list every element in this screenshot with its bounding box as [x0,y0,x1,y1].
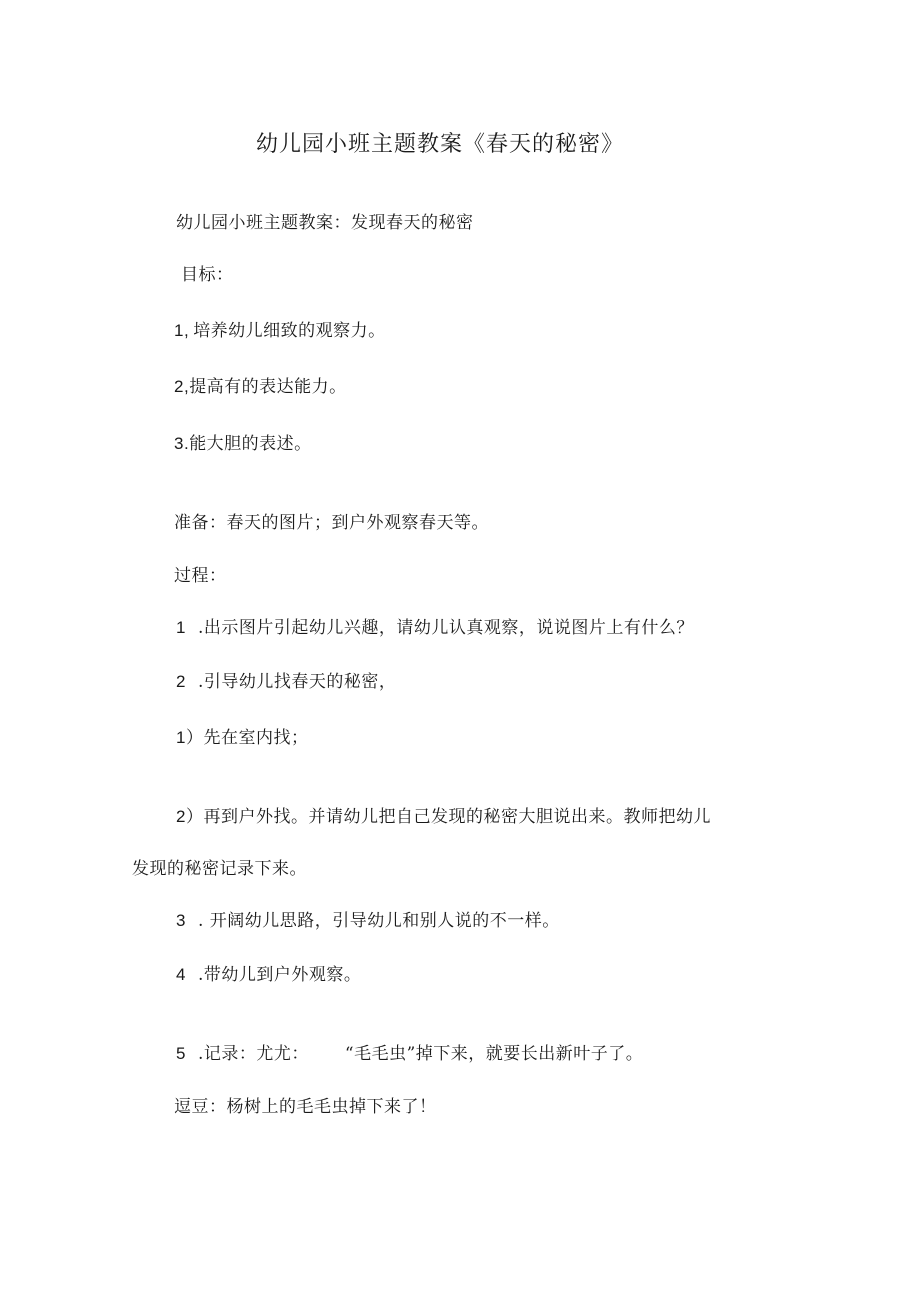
goal-text: 能大胆的表述。 [189,434,312,454]
step-text: .引导幼儿找春天的秘密， [197,672,397,692]
step-text: . 开阔幼儿思路，引导幼儿和别人说的不一样。 [197,911,560,931]
sub-step-item [176,806,711,828]
document-title: 幼儿园小班主题教案《春天的秘密》 [255,132,624,157]
step-number: 2 [176,672,186,691]
step-item [176,964,361,986]
sub-step-item [176,727,308,749]
step-number: 4 [176,965,186,984]
step-item [176,1043,643,1065]
step-text: .记录：尤尤： [197,1044,309,1064]
goal-text: 提高有的表达能力。 [189,377,347,397]
goal-item [174,320,386,342]
goals-heading: 目标： [181,265,234,285]
step-item [176,671,396,693]
goal-number: 1, [174,321,190,340]
goal-number: 3. [174,434,190,453]
sub-step-text: 再到户外找。并请幼儿把自己发现的秘密大胆说出来。教师把幼儿 [203,807,711,827]
goal-item [174,376,347,398]
process-heading: 过程： [174,566,227,586]
sub-step-continuation: 发现的秘密记录下来。 [132,859,307,879]
step-item [176,910,560,932]
sub-step-text: 先在室内找； [203,728,309,748]
document-subtitle: 幼儿园小班主题教案：发现春天的秘密 [176,213,474,233]
step-text: .带幼儿到户外观察。 [197,965,362,985]
step-number: 5 [176,1044,186,1063]
goal-text: 培养幼儿细致的观察力。 [193,321,386,341]
sub-step-number: 1） [176,728,204,747]
sub-step-number: 2） [176,807,204,826]
step-quote: “毛毛虫”掉下来，就要长出新叶子了。 [344,1044,644,1064]
step-text: .出示图片引起幼儿兴趣，请幼儿认真观察，说说图片上有什么？ [197,618,694,638]
goal-item [174,433,312,455]
step-item [176,617,694,639]
step-number: 1 [176,618,186,637]
preparation-line: 准备：春天的图片；到户外观察春天等。 [174,513,489,533]
goal-number: 2, [174,377,190,396]
step-number: 3 [176,911,186,930]
final-line: 逗豆：杨树上的毛毛虫掉下来了！ [174,1097,437,1117]
